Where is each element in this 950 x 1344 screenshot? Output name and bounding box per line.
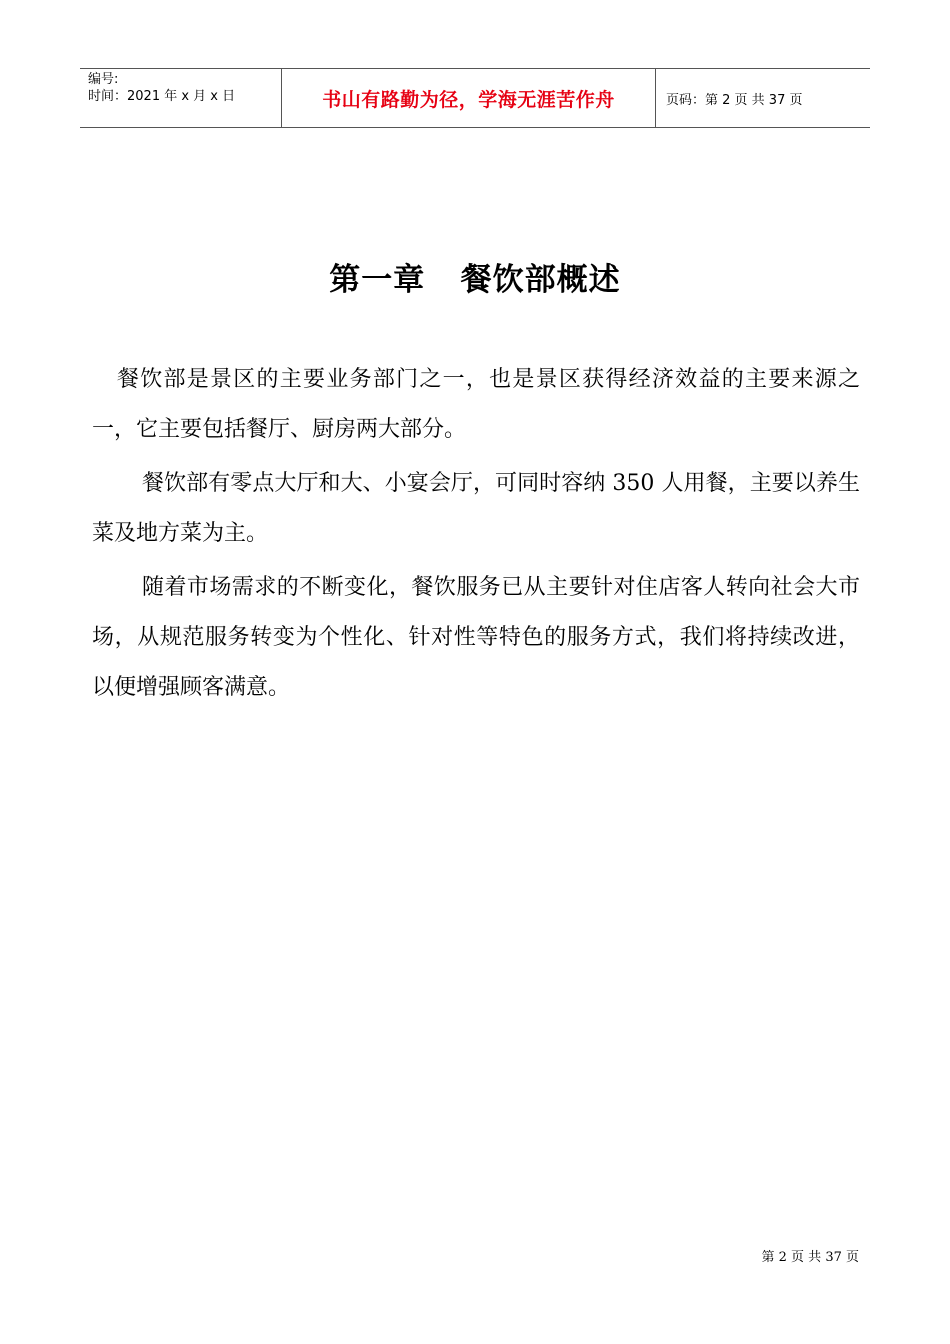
header-motto: 书山有路勤为径，学海无涯苦作舟 (282, 69, 656, 127)
page-header (80, 68, 870, 128)
serial-label: 编号: (88, 72, 119, 87)
time-label: 时间：2021 年 x 月 x 日 (88, 89, 236, 104)
page-footer: 第 2 页 共 37 页 (761, 1250, 859, 1265)
header-meta (80, 69, 282, 127)
document-body (92, 355, 860, 717)
paragraph-1: 餐饮部是景区的主要业务部门之一，也是景区获得经济效益的主要来源之一，它主要包括餐厅、厨房两大部分。 (92, 367, 860, 442)
paragraph-2: 餐饮部有零点大厅和大、小宴会厅，可同时容纳 350 人用餐，主要以养生菜及地方菜为主。 (92, 471, 860, 546)
header-page-info: 页码：第 2 页 共 37 页 (666, 92, 803, 108)
chapter-title: 第一章 餐饮部概述 (329, 262, 621, 298)
paragraph-3: 随着市场需求的不断变化，餐饮服务已从主要针对住店客人转向社会大市场，从规范服务转变为个性化、针对性等特色的服务方式，我们将持续改进，以便增强顾客满意。 (92, 575, 860, 700)
